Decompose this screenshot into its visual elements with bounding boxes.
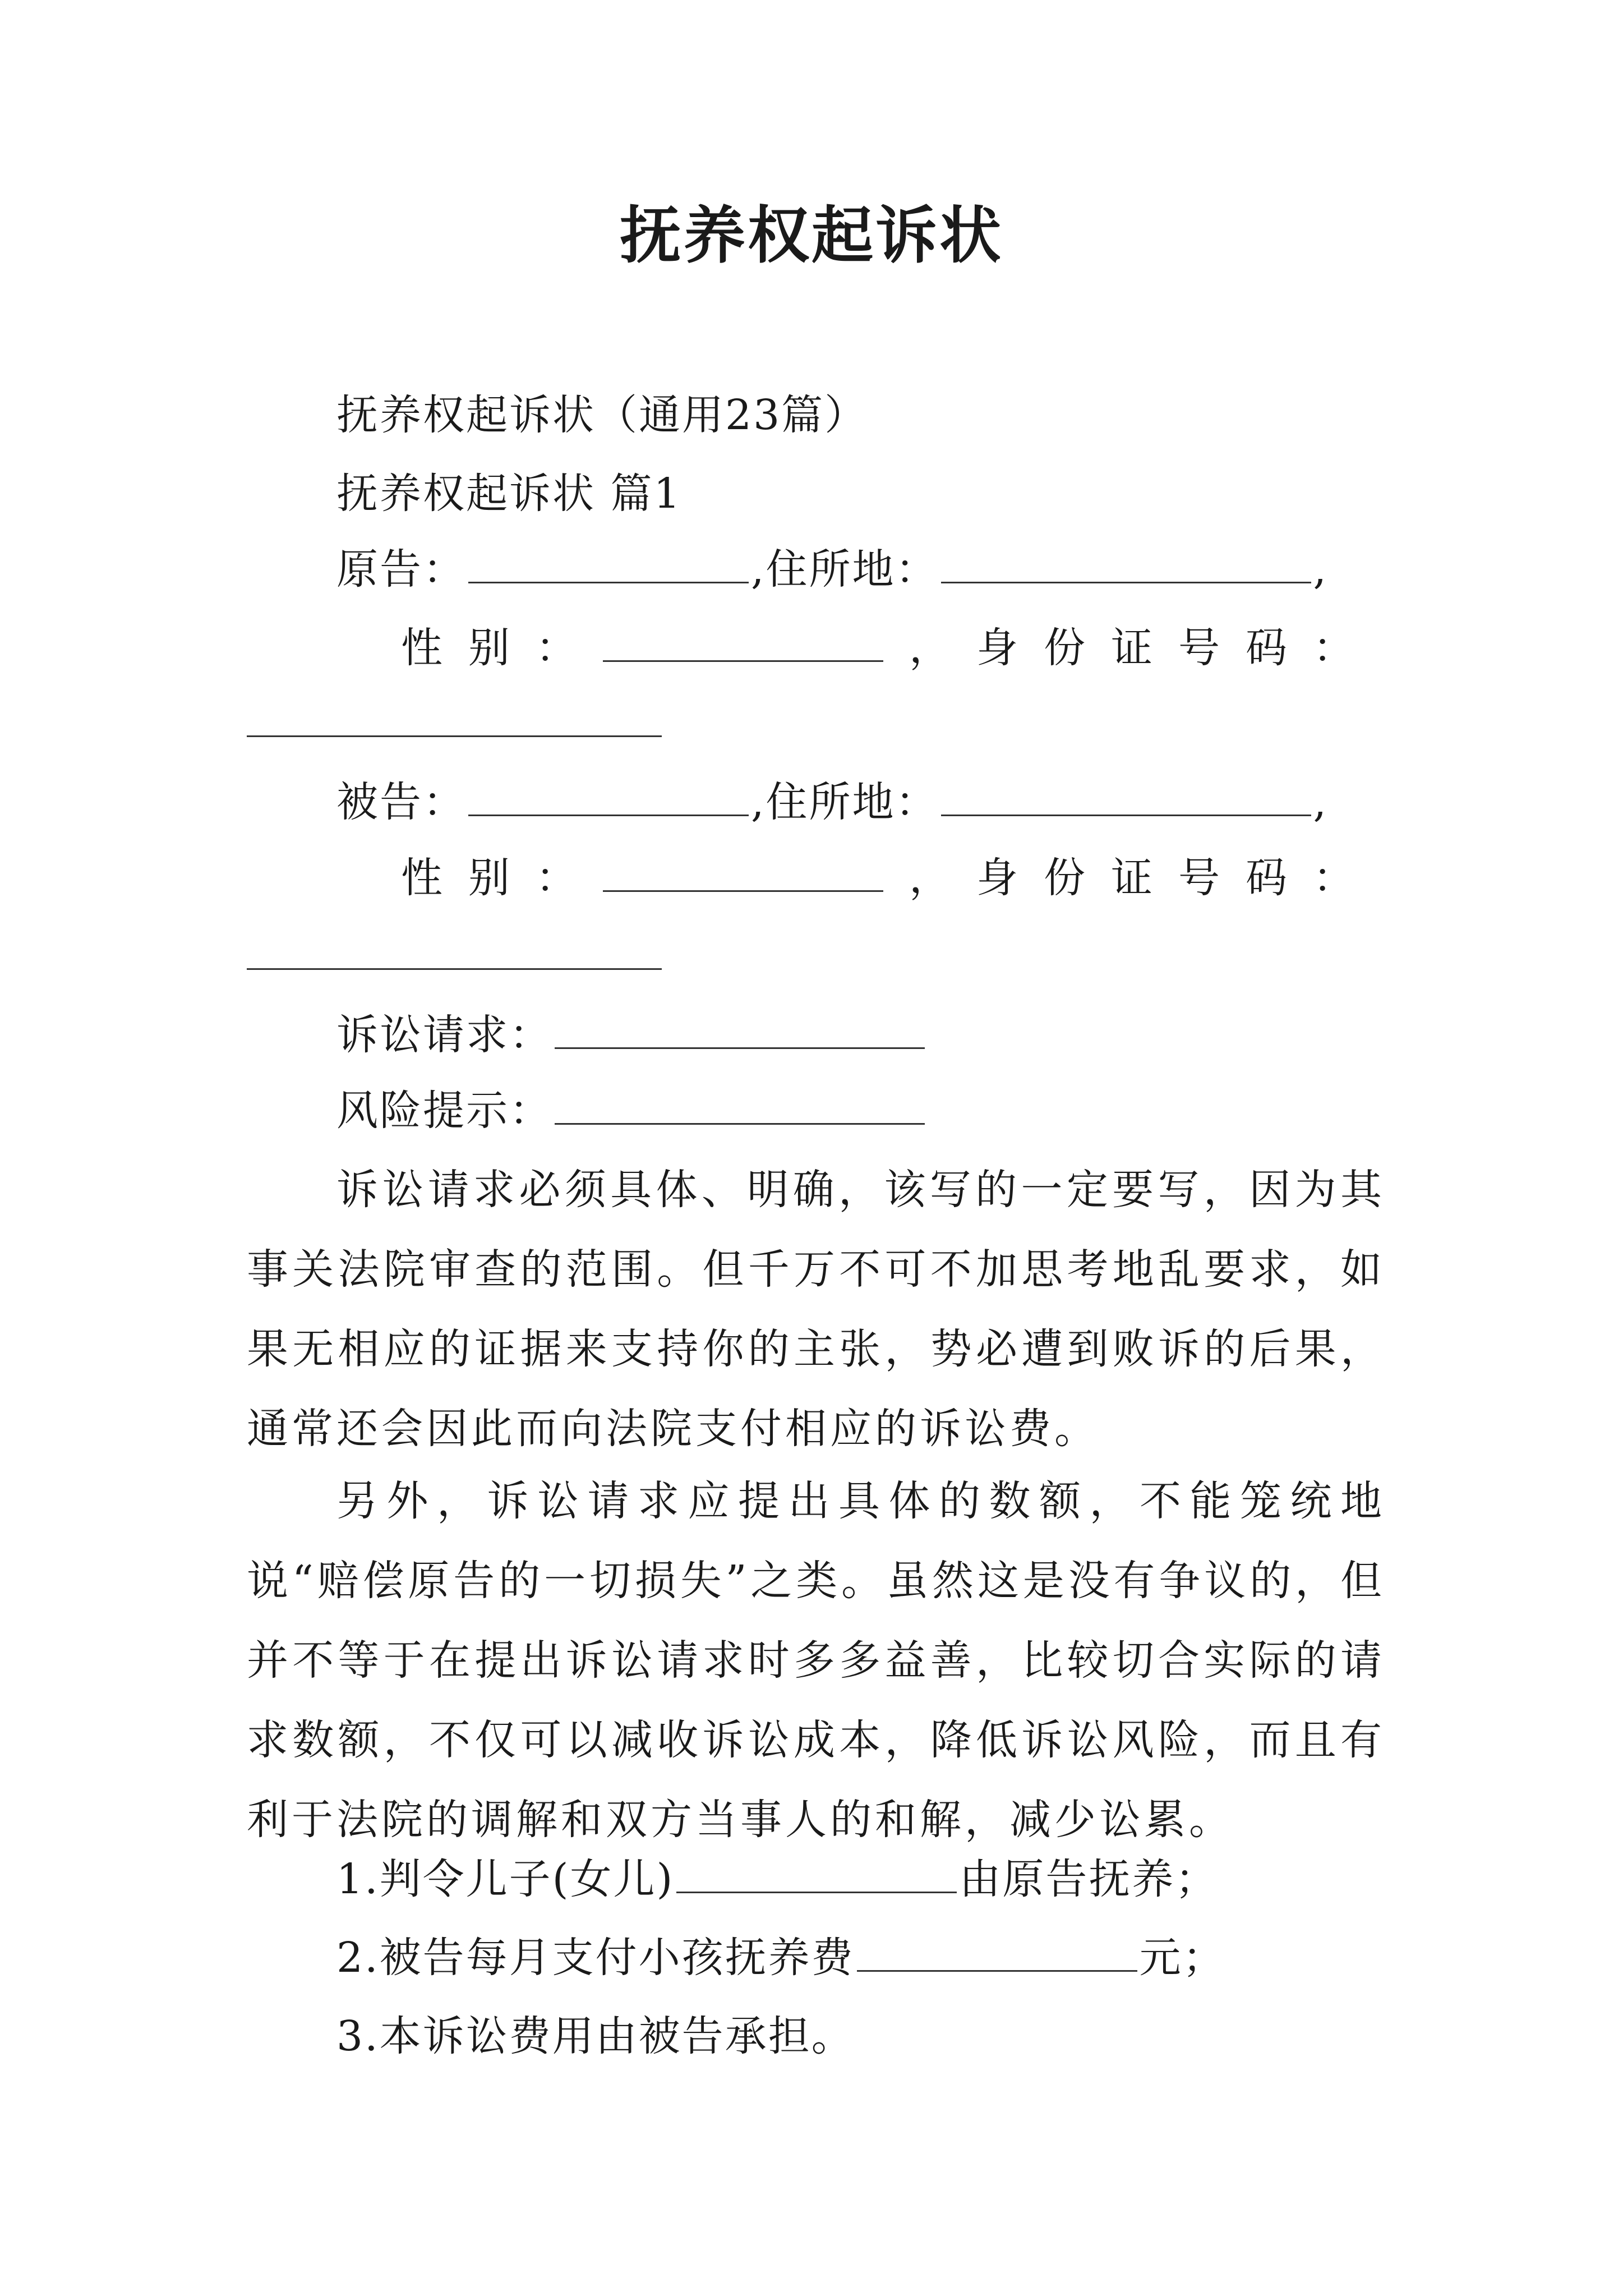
defendant-gender-char-2: 别 <box>468 854 510 902</box>
plaintiff-id-char-1: 身 <box>976 624 1018 672</box>
defendant-name-blank[interactable] <box>468 775 749 816</box>
plaintiff-id-char-3: 证 <box>1111 624 1152 672</box>
risk-blank[interactable] <box>555 1084 925 1125</box>
plaintiff-gender-char-2: 别 <box>468 624 510 672</box>
defendant-address-label: ,住所地： <box>751 778 939 826</box>
defendant-id-char-1: 身 <box>976 854 1018 902</box>
defendant-id-char-3: 证 <box>1111 854 1152 902</box>
plaintiff-id-number-blank[interactable] <box>247 735 662 737</box>
risk-label: 风险提示： <box>336 1087 552 1135</box>
plaintiff-gender-colon: ： <box>536 624 577 672</box>
plaintiff-name-blank[interactable] <box>468 542 749 583</box>
plaintiff-gender-blank[interactable] <box>603 621 883 662</box>
item-1 <box>336 1851 1218 1907</box>
paragraph-2: 另外，诉讼请求应提出具体的数额，不能笼统地说“赔偿原告的一切损失”之类。虽然这是没有争议的，但并不等于在提出诉讼请求时多多益善，比较切合实际的请求数额，不仅可以减收诉讼成本，降低诉讼风险，而且有利于法院的调解和双方当事人的和解，减少讼累。 <box>247 1477 1385 1844</box>
item-2-prefix: 2.被告每月支付小孩抚养费 <box>336 1934 855 1982</box>
plaintiff-address-blank[interactable] <box>941 542 1311 583</box>
plaintiff-id-comma: ， <box>909 624 951 672</box>
defendant-gender-char-1: 性 <box>401 854 442 902</box>
plaintiff-id-char-4: 号 <box>1178 624 1220 672</box>
defendant-id-comma: ， <box>909 854 951 902</box>
defendant-label: 被告： <box>336 778 466 826</box>
claim-blank[interactable] <box>555 1008 925 1049</box>
section-heading: 抚养权起诉状 篇1 <box>336 470 682 518</box>
plaintiff-gender-id-row <box>401 620 1354 676</box>
defendant-id-char-5: 码 <box>1246 854 1287 902</box>
defendant-trailing-comma: , <box>1313 778 1329 826</box>
plaintiff-label: 原告： <box>336 545 466 593</box>
defendant-gender-id-row <box>401 850 1354 906</box>
item-2-blank[interactable] <box>857 1931 1137 1972</box>
risk-row <box>336 1083 927 1139</box>
item-2 <box>336 1930 1226 1986</box>
item-1-blank[interactable] <box>676 1852 957 1893</box>
plaintiff-trailing-comma: , <box>1313 545 1329 593</box>
plaintiff-id-colon: ： <box>1313 624 1354 672</box>
defendant-gender-blank[interactable] <box>603 851 883 892</box>
document-title: 抚养权起诉状 <box>620 199 1003 272</box>
defendant-row <box>336 774 1328 830</box>
claim-row <box>336 1007 927 1063</box>
defendant-id-number-blank[interactable] <box>247 968 662 970</box>
defendant-id-char-4: 号 <box>1178 854 1220 902</box>
plaintiff-id-char-5: 码 <box>1246 624 1287 672</box>
plaintiff-address-label: ,住所地： <box>751 545 939 593</box>
paragraph-1: 诉讼请求必须具体、明确，该写的一定要写，因为其事关法院审查的范围。但千万不可不加思考地乱要求，如果无相应的证据来支持你的主张，势必遭到败诉的后果，通常还会因此而向法院支付相应的诉讼费。 <box>247 1166 1385 1453</box>
plaintiff-gender-char-1: 性 <box>401 624 442 672</box>
claim-label: 诉讼请求： <box>336 1011 552 1059</box>
defendant-gender-colon: ： <box>536 854 577 902</box>
defendant-id-char-2: 份 <box>1044 854 1085 902</box>
item-1-prefix: 1.判令儿子(女儿) <box>336 1855 675 1903</box>
document-subtitle: 抚养权起诉状（通用23篇） <box>336 391 868 439</box>
item-1-suffix: 由原告抚养； <box>959 1855 1219 1903</box>
item-2-suffix: 元； <box>1139 1934 1226 1982</box>
plaintiff-id-char-2: 份 <box>1044 624 1085 672</box>
defendant-id-colon: ： <box>1313 854 1354 902</box>
plaintiff-row <box>336 541 1328 597</box>
defendant-address-blank[interactable] <box>941 775 1311 816</box>
item-3: 3.本诉讼费用由被告承担。 <box>336 2012 855 2060</box>
